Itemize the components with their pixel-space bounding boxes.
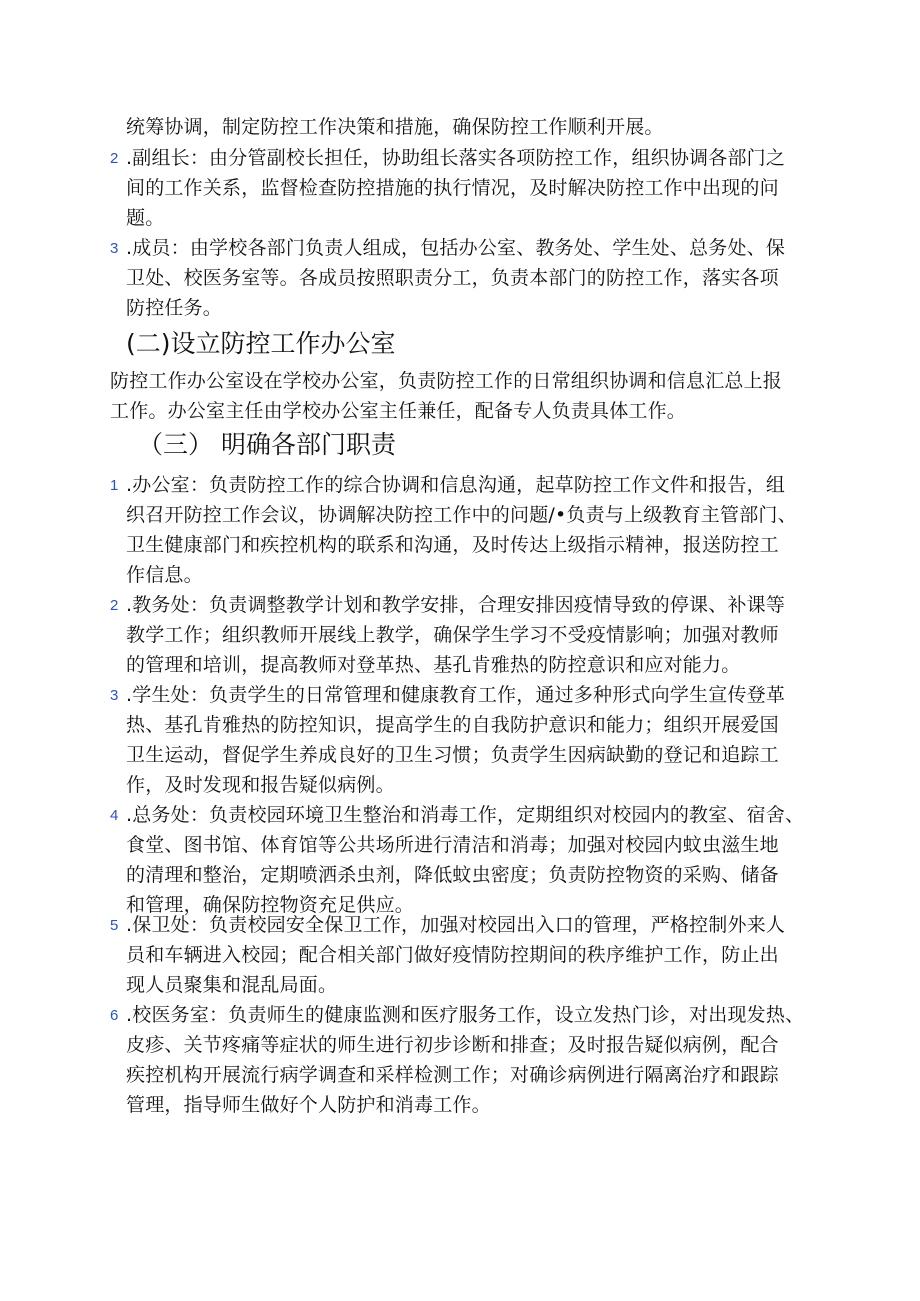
paragraph-line: 统筹协调，制定防控工作决策和措施，确保防控工作顺利开展。 — [126, 116, 664, 138]
paragraph-line: .成员：由学校各部门负责人组成，包括办公室、教务处、学生处、总务处、保 — [126, 237, 786, 259]
list-number: 3 — [110, 240, 119, 257]
paragraph-line: 热、基孔肯雅热的防控知识，提高学生的自我防护意识和能力；组织开展爱国 — [126, 714, 779, 736]
list-number: 2 — [110, 150, 119, 167]
section-heading: (二)设立防控工作办公室 — [126, 329, 396, 358]
paragraph-line: 皮疹、关节疼痛等症状的师生进行初步诊断和排查；及时报告疑似病例，配合 — [126, 1034, 779, 1056]
paragraph-line: 间的工作关系，监督检查防控措施的执行情况，及时解决防控工作中出现的问 — [126, 177, 779, 199]
paragraph-line: 工作。办公室主任由学校办公室主任兼任，配备专人负责具体工作。 — [110, 400, 687, 422]
paragraph-line: .保卫处：负责校园安全保卫工作，加强对校园出入口的管理，严格控制外来人 — [126, 914, 786, 936]
paragraph-line: 织召开防控工作会议，协调解决防控工作中的问题/•负责与上级教育主管部门、 — [126, 504, 797, 526]
paragraph-line: 的管理和培训，提高教师对登革热、基孔肯雅热的防控意识和应对能力。 — [126, 654, 741, 676]
paragraph-line: .校医务室：负责师生的健康监测和医疗服务工作，设立发热门诊，对出现发热、 — [126, 1004, 805, 1026]
paragraph-line: 食堂、图书馆、体育馆等公共场所进行清洁和消毒；加强对校园内蚊虫滋生地 — [126, 834, 779, 856]
list-number: 2 — [110, 597, 119, 614]
paragraph-line: 作，及时发现和报告疑似病例。 — [126, 774, 395, 796]
paragraph-line: 题。 — [126, 207, 165, 229]
paragraph-line: 疾控机构开展流行病学调查和采样检测工作；对确诊病例进行隔离治疗和跟踪 — [126, 1064, 779, 1086]
paragraph-line: 的清理和整治，定期喷洒杀虫剂，降低蚊虫密度；负责防控物资的采购、储备 — [126, 864, 779, 886]
paragraph-line: 卫处、校医务室等。各成员按照职责分工，负责本部门的防控工作，落实各项 — [126, 267, 779, 289]
paragraph-line: .教务处：负责调整教学计划和教学安排，合理安排因疫情导致的停课、补课等 — [126, 594, 786, 616]
paragraph-line: .总务处：负责校园环境卫生整治和消毒工作，定期组织对校园内的教室、宿舍、 — [126, 804, 805, 826]
paragraph-line: 作信息。 — [126, 564, 203, 586]
list-number: 3 — [110, 687, 119, 704]
paragraph-line: 卫生健康部门和疾控机构的联系和沟通，及时传达上级指示精神，报送防控工 — [126, 534, 779, 556]
paragraph-line: 员和车辆进入校园；配合相关部门做好疫情防控期间的秩序维护工作，防止出 — [126, 944, 779, 966]
list-number: 4 — [110, 807, 119, 824]
paragraph-line: .副组长：由分管副校长担任，协助组长落实各项防控工作，组织协调各部门之 — [126, 147, 786, 169]
paragraph-line: 教学工作；组织教师开展线上教学，确保学生学习不受疫情影响；加强对教师 — [126, 624, 779, 646]
paragraph-line: 防控任务。 — [126, 297, 223, 319]
paragraph-line: 管理，指导师生做好个人防护和消毒工作。 — [126, 1094, 491, 1116]
paragraph-line: .学生处：负责学生的日常管理和健康教育工作，通过多种形式向学生宣传登革 — [126, 684, 786, 706]
paragraph-line: .办公室：负责防控工作的综合协调和信息沟通，起草防控工作文件和报告，组 — [126, 474, 786, 496]
paragraph-line: 防控工作办公室设在学校办公室，负责防控工作的日常组织协调和信息汇总上报 — [110, 370, 783, 392]
paragraph-line: 和管理，确保防控物资充足供应。 — [126, 894, 415, 916]
list-number: 1 — [110, 477, 119, 494]
section-heading: （三） 明确各部门职责 — [138, 430, 396, 459]
paragraph-line: 卫生运动，督促学生养成良好的卫生习惯；负责学生因病缺勤的登记和追踪工 — [126, 744, 779, 766]
list-number: 6 — [110, 1007, 119, 1024]
paragraph-line: 现人员聚集和混乱局面。 — [126, 974, 338, 996]
list-number: 5 — [110, 917, 119, 934]
